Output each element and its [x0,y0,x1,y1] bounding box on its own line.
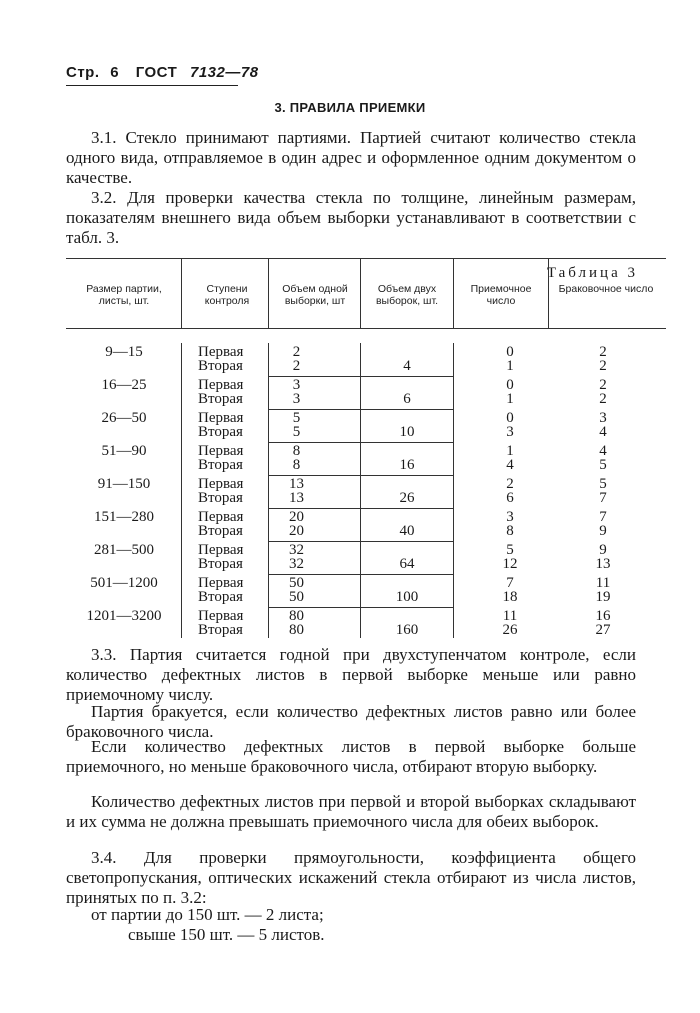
cell-acceptance-second: 12 [502,556,518,572]
running-header [66,64,259,81]
col-header-two-samples: Объем двух выборок, шт. [375,283,439,307]
cell-one-sample-second: 20 [289,523,304,539]
cell-two-samples: 40 [399,523,415,539]
table-top-rule [66,258,666,259]
cell-acceptance-second: 1 [506,391,514,407]
table-header-rule [66,328,666,329]
cell-stage-first: Первая [198,608,244,624]
cell-stage-second: Вторая [198,523,243,539]
cell-rejection-first: 4 [599,443,607,459]
cell-acceptance-second: 26 [502,622,518,638]
cell-rejection-second: 13 [595,556,611,572]
cell-stage-first: Первая [198,509,244,525]
cell-lot-size: 51—90 [101,443,147,459]
col-header-one-sample: Объем одной выборки, шт [282,283,348,307]
col-header-size: Размер партии, листы, шт. [86,283,162,307]
cell-rejection-first: 11 [595,575,611,591]
cell-acceptance-first: 3 [506,509,514,525]
cell-acceptance-first: 7 [506,575,514,591]
cell-one-sample-second: 13 [289,490,304,506]
cell-two-samples: 100 [395,589,419,605]
cell-two-samples: 64 [399,556,415,572]
cell-rejection-second: 19 [595,589,611,605]
cell-stage-first: Первая [198,575,244,591]
cell-rejection-second: 9 [599,523,607,539]
standard-number: 7132—78 [189,64,259,81]
cell-stage-first: Первая [198,443,244,459]
cell-one-sample-second: 50 [289,589,304,605]
cell-rejection-first: 2 [599,344,607,360]
cell-two-samples: 10 [399,424,415,440]
cell-acceptance-first: 1 [506,443,514,459]
table-divider [548,258,549,328]
table-divider [181,258,182,328]
cell-acceptance-first: 0 [506,410,514,426]
cell-rejection-second: 2 [599,391,607,407]
paragraph-second-sample: Если количество дефектных листов в первой выборке больше приемочного, но меньше браковочного числа, отбирают вторую выборку. [66,737,636,776]
cell-acceptance-first: 2 [506,476,514,492]
section-title: 3. ПРАВИЛА ПРИЕМКИ [274,100,426,115]
col-header-acceptance: Приемочное число [470,283,532,307]
cell-one-sample-first: 13 [289,476,304,492]
cell-two-samples: 26 [399,490,415,506]
cell-lot-size: 501—1200 [90,575,158,591]
cell-one-sample-first: 80 [289,608,304,624]
cell-stage-first: Первая [198,344,244,360]
cell-rejection-second: 27 [595,622,611,638]
cell-one-sample-first: 20 [289,509,304,525]
cell-rejection-second: 7 [599,490,607,506]
cell-one-sample-second: 80 [289,622,304,638]
cell-lot-size: 16—25 [101,377,147,393]
cell-rejection-first: 3 [599,410,607,426]
cell-rejection-first: 16 [595,608,611,624]
cell-acceptance-second: 4 [506,457,514,473]
cell-stage-second: Вторая [198,358,243,374]
table-divider [453,258,454,328]
cell-one-sample-second: 32 [289,556,304,572]
cell-stage-second: Вторая [198,556,243,572]
cell-acceptance-first: 11 [502,608,518,624]
cell-one-sample-first: 32 [289,542,304,558]
cell-acceptance-first: 0 [506,377,514,393]
cell-two-samples: 6 [403,391,411,407]
paragraph-3-4: 3.4. Для проверки прямоугольности, коэффициента общего светопропускания, оптических искажений стекла отбирают из числа листов, принятых по п. 3.2: [66,848,636,907]
cell-lot-size: 91—150 [97,476,151,492]
cell-lot-size: 151—280 [94,509,154,525]
cell-acceptance-first: 0 [506,344,514,360]
table-divider [268,343,269,638]
cell-acceptance-second: 6 [506,490,514,506]
cell-one-sample-second: 8 [292,457,301,473]
cell-acceptance-second: 8 [506,523,514,539]
cell-acceptance-first: 5 [506,542,514,558]
cell-two-samples: 160 [395,622,419,638]
cell-lot-size: 26—50 [101,410,147,426]
table-divider [453,343,454,638]
paragraph-3-1: 3.1. Стекло принимают партиями. Партией считают количество стекла одного вида, отправляемое в один адрес и оформленное одним документом о качестве. [66,128,636,187]
cell-stage-first: Первая [198,476,244,492]
paragraph-3-3: 3.3. Партия считается годной при двухступенчатом контроле, если количество дефектных листов в первой выборке меньше или равно приемочному числу. [66,645,636,704]
paragraph-reject: Партия бракуется, если количество дефектных листов равно или более браковочного числа. [66,702,636,741]
page-number: 6 [110,64,120,81]
cell-lot-size: 9—15 [105,344,143,360]
paragraph-3-4-item-b: свыше 150 шт. — 5 листов. [128,925,325,944]
cell-lot-size: 1201—3200 [86,608,162,624]
standard-label: ГОСТ [135,64,178,81]
cell-rejection-second: 4 [599,424,607,440]
cell-stage-second: Вторая [198,622,243,638]
col-header-stage: Ступени контроля [204,283,250,307]
paragraph-sum: Количество дефектных листов при первой и второй выборках складывают и их сумма не должна превышать приемочного числа для обеих выборок. [66,792,636,831]
cell-rejection-first: 7 [599,509,607,525]
cell-stage-first: Первая [198,542,244,558]
header-rule [66,85,238,86]
table-divider [360,343,361,638]
cell-one-sample-first: 8 [292,443,301,459]
cell-rejection-second: 5 [599,457,607,473]
cell-two-samples: 4 [403,358,411,374]
cell-stage-second: Вторая [198,424,243,440]
cell-one-sample-first: 2 [292,344,301,360]
cell-one-sample-first: 3 [292,377,301,393]
cell-one-sample-first: 5 [292,410,301,426]
cell-one-sample-second: 2 [292,358,301,374]
cell-acceptance-second: 3 [506,424,514,440]
table-caption: Таблица 3 [546,265,638,281]
cell-lot-size: 281—500 [94,542,154,558]
cell-acceptance-second: 1 [506,358,514,374]
cell-one-sample-first: 50 [289,575,304,591]
paragraph-3-2: 3.2. Для проверки качества стекла по толщине, линейным размерам, показателям внешнего вида объем выборки устанавливают в соответствии с табл. 3. [66,188,636,247]
cell-stage-second: Вторая [198,391,243,407]
table-divider [181,343,182,638]
cell-rejection-first: 2 [599,377,607,393]
paragraph-3-4-item-a: от партии до 150 шт. — 2 листа; [91,905,324,924]
cell-two-samples: 16 [399,457,415,473]
table-divider [360,258,361,328]
cell-rejection-first: 9 [599,542,607,558]
cell-rejection-second: 2 [599,358,607,374]
cell-one-sample-second: 3 [292,391,301,407]
table-divider [268,258,269,328]
cell-one-sample-second: 5 [292,424,301,440]
cell-acceptance-second: 18 [502,589,518,605]
cell-rejection-first: 5 [599,476,607,492]
cell-stage-first: Первая [198,410,244,426]
cell-stage-second: Вторая [198,589,243,605]
cell-stage-second: Вторая [198,490,243,506]
cell-stage-first: Первая [198,377,244,393]
page-label: Стр. [66,64,100,81]
cell-stage-second: Вторая [198,457,243,473]
col-header-rejection: Браковочное число [558,283,654,295]
